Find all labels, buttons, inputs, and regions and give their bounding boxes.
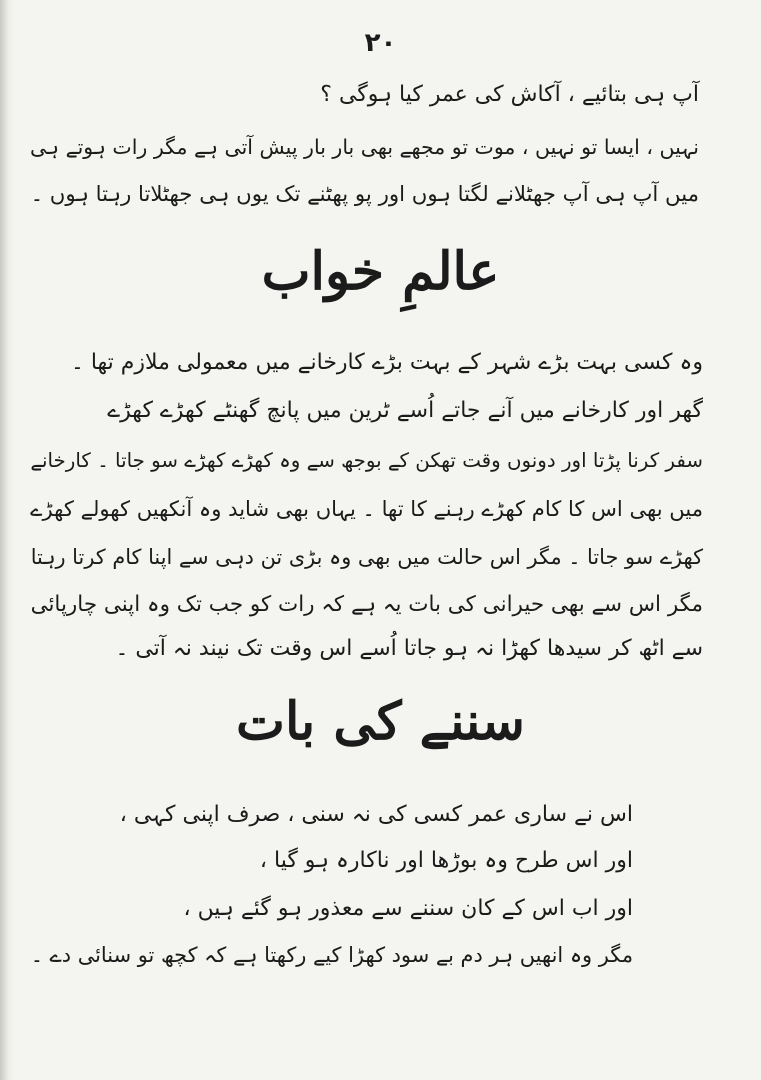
section2-line: اور اس طرح وہ بوڑھا اور ناکارہ ہو گیا ، [259,848,633,873]
section1-line: وہ کسی بہت بڑے شہر کے بہت بڑے کارخانے میں معمولی ملازم تھا ۔ [70,350,703,375]
intro-line: میں آپ ہی آپ جھٹلانے لگتا ہوں اور پو پھٹنے تک یوں ہی جھٹلاتا رہتا ہوں ۔ [30,182,699,207]
section-heading-alam-e-khwab: عالمِ خواب [261,241,500,302]
section2-line: مگر وہ انھیں ہر دم بے سود کھڑا کیے رکھتا ہے کہ کچھ تو سنائی دے ۔ [30,943,633,967]
section1-line: سے اٹھ کر سیدھا کھڑا نہ ہو جاتا اُسے اس وقت تک نیند نہ آتی ۔ [115,636,703,661]
intro-line: نہیں ، ایسا تو نہیں ، موت تو مجھے بھی بار بار پیش آتی ہے مگر رات ہوتے ہی [29,135,699,159]
section2-line: اور اب اس کے کان سننے سے معذور ہو گئے ہیں ، [183,896,633,921]
intro-line: آپ ہی بتائیے ، آکاش کی عمر کیا ہوگی ؟ [320,82,699,107]
page-edge-shadow [0,0,14,1080]
page-number: ۲۰ [364,28,397,58]
section1-line: کھڑے سو جاتا ۔ مگر اس حالت میں بھی وہ بڑی تن دہی سے اپنا کام کرتا رہتا [30,545,703,569]
section1-line: گھر اور کارخانے میں آنے جاتے اُسے ٹرین میں پانچ گھنٹے کھڑے کھڑے [107,398,703,423]
section1-line: مگر اس سے بھی حیرانی کی بات یہ ہے کہ رات کو جب تک وہ اپنی چارپائی [30,592,703,617]
section1-line: میں بھی اس کا کام کھڑے رہنے کا تھا ۔ یہاں بھی شاید وہ آنکھیں کھولے کھڑے [30,496,703,521]
section2-line: اس نے ساری عمر کسی کی نہ سنی ، صرف اپنی کہی ، [119,802,633,827]
section-heading-sunne-ki-baat: سننے کی بات [236,691,525,752]
section1-line: سفر کرنا پڑتا اور دونوں وقت تھکن کے بوجھ سے وہ کھڑے کھڑے سو جاتا ۔ کارخانے [30,449,703,472]
